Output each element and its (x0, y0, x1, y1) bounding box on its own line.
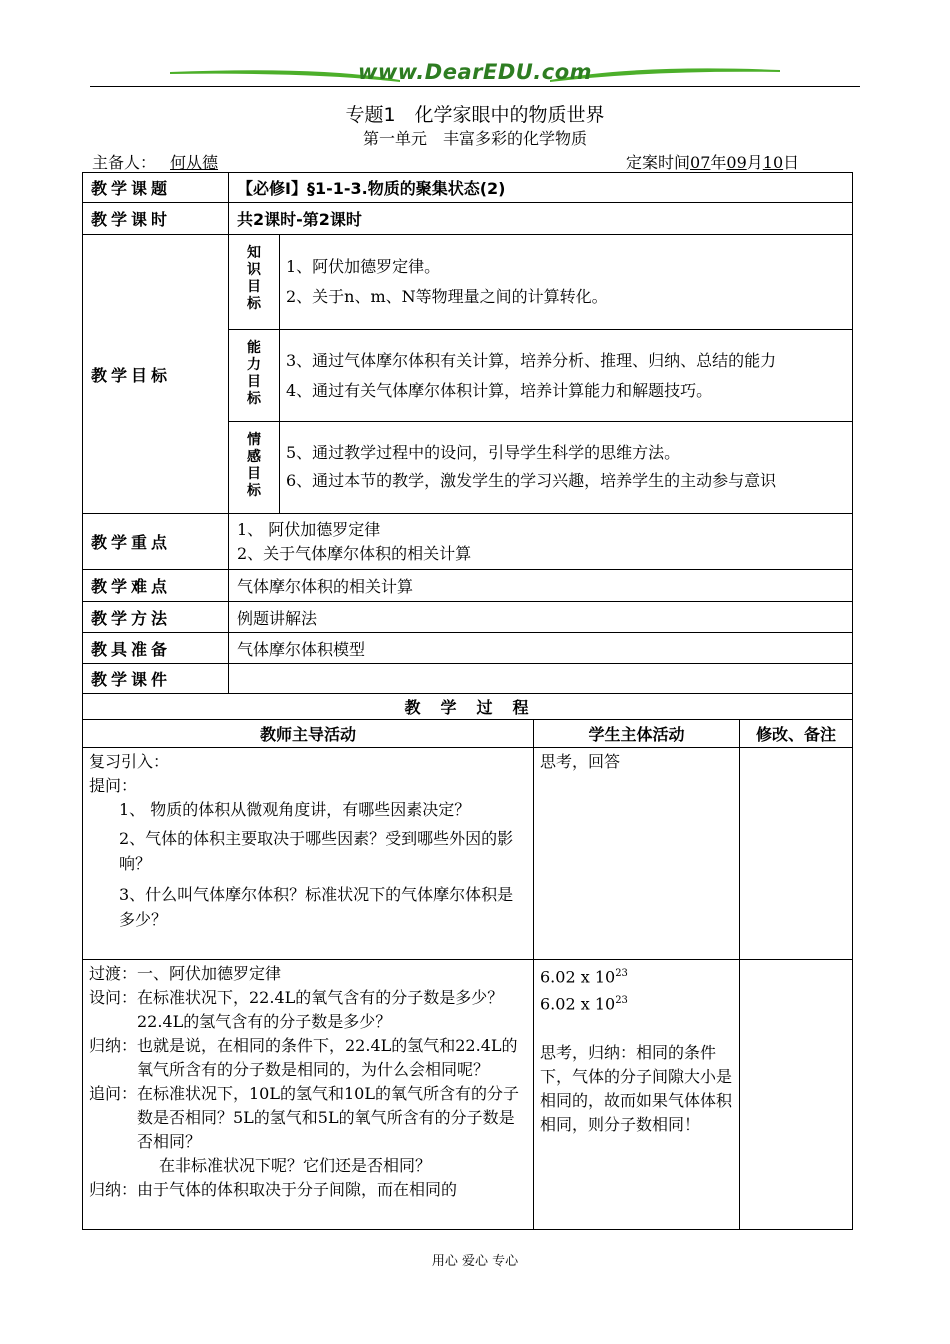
b2-line-5: 在非标准状况下呢？它们还是否相同？ (159, 1156, 432, 1175)
tools-value: 气体摩尔体积模型 (229, 633, 853, 664)
knowledge-label (229, 235, 280, 330)
b2-line-4: 追问：在标准状况下，10L的氢气和10L的氧气所含有的分子数是否相同？5L的氢气和5L的氧气所含有的分子数是否相同？ (89, 1084, 519, 1151)
b2-line-3: 归纳：也就是说，在相同的条件下，22.4L的氢气和22.4L的氧气所含有的分子数是相同的，为什么会相同呢？ (89, 1036, 518, 1079)
date-info (626, 150, 799, 173)
goals-label: 教学目标 (83, 235, 229, 514)
emotion-2: 6、通过本节的教学，激发学生的学习兴趣，培养学生的主动参与意识 (286, 470, 777, 490)
ability-1: 3、通过气体摩尔体积有关计算，培养分析、推理、归纳、总结的能力 (286, 350, 777, 370)
emotion-goals (280, 422, 853, 514)
block1-notes (740, 748, 853, 960)
date-year: 07 (690, 153, 711, 172)
b1-line-4: 2、气体的体积主要取决于哪些因素？受到哪些外因的影响？ (119, 829, 514, 873)
header-rule (90, 86, 860, 87)
preparer (92, 150, 236, 173)
knowledge-goals (280, 235, 853, 330)
block2-teacher (83, 960, 534, 1230)
block2-notes (740, 960, 853, 1230)
courseware-value (229, 664, 853, 694)
ability-label (229, 330, 280, 422)
topic-label: 教学课题 (83, 173, 229, 203)
method-label: 教学方法 (83, 602, 229, 633)
ability-goals (280, 330, 853, 422)
year-char: 年 (710, 153, 727, 172)
avogadro-1-exp: 23 (615, 968, 628, 979)
b1-line-5: 3、什么叫气体摩尔体积？标准状况下的气体摩尔体积是多少？ (119, 885, 514, 929)
block1-student: 思考，回答 (534, 748, 740, 960)
emotion-label (229, 422, 280, 514)
method-value: 例题讲解法 (229, 602, 853, 633)
lesson-plan-table (82, 172, 853, 1230)
knowledge-2: 2、关于n、m、N等物理量之间的计算转化。 (286, 287, 608, 306)
avogadro-1 (540, 962, 733, 989)
b1-line-3: 1、 物质的体积从微观角度讲，有哪些因素决定？ (119, 800, 471, 819)
key-2: 2、关于气体摩尔体积的相关计算 (237, 543, 472, 563)
student-summary: 思考，归纳：相同的条件下，气体的分子间隙大小是相同的，故而如果气体体积相同，则分子数相同！ (540, 1042, 733, 1134)
b1-line-2: 提问： (89, 776, 138, 795)
difficult-label: 教学难点 (83, 570, 229, 602)
emotion-1: 5、通过教学过程中的设问，引导学生科学的思维方法。 (286, 442, 681, 462)
col-teacher: 教师主导活动 (83, 720, 534, 748)
knowledge-label-text: 知识目标 (247, 245, 261, 312)
ability-label-text: 能力目标 (247, 340, 261, 407)
knowledge-1: 1、阿伏加德罗定律。 (286, 257, 441, 276)
date-day: 10 (762, 153, 784, 172)
b1-line-1: 复习引入： (89, 752, 170, 771)
page-subtitle: 第一单元 丰富多彩的化学物质 (362, 129, 587, 148)
block1-teacher (83, 748, 534, 960)
key-1: 1、 阿伏加德罗定律 (237, 519, 381, 539)
hours-label: 教学课时 (83, 203, 229, 235)
hours-value: 共2课时-第2课时 (229, 203, 853, 235)
col-student: 学生主体活动 (534, 720, 740, 748)
preparer-label: 主备人： (92, 153, 157, 172)
col-notes: 修改、备注 (740, 720, 853, 748)
avogadro-2-base: 6.02 x 10 (540, 994, 616, 1014)
b2-line-6: 归纳：由于气体的体积取决于分子间隙，而在相同的 (89, 1180, 458, 1199)
key-label: 教学重点 (83, 514, 229, 570)
process-title: 教 学 过 程 (83, 694, 853, 720)
date-month: 09 (726, 153, 747, 172)
ability-2: 4、通过有关气体摩尔体积计算，培养计算能力和解题技巧。 (286, 380, 713, 400)
day-char: 日 (783, 153, 800, 172)
topic-value: 【必修Ⅰ】§1-1-3.物质的聚集状态(2) (229, 173, 853, 203)
emotion-label-text: 情感目标 (247, 432, 261, 499)
courseware-label: 教学课件 (83, 664, 229, 694)
logo-text: www.DearEDU.com (357, 60, 593, 84)
tools-label: 教具准备 (83, 633, 229, 664)
date-label: 定案时间 (626, 153, 691, 172)
preparer-name: 何从德 (170, 153, 219, 172)
avogadro-2-exp: 23 (615, 995, 628, 1007)
page-title: 专题1 化学家眼中的物质世界 (345, 104, 605, 126)
b2-line-2: 设问：在标准状况下，22.4L的氧气含有的分子数是多少？22.4L的氢气含有的分子数是多少？ (89, 988, 504, 1031)
block2-student (534, 960, 740, 1230)
key-points (229, 514, 853, 570)
month-char: 月 (746, 153, 763, 172)
footer: 用心 爱心 专心 (431, 1254, 519, 1269)
b2-line-1: 过渡：一、阿伏加德罗定律 (89, 964, 282, 983)
avogadro-2 (540, 989, 733, 1016)
difficult-value: 气体摩尔体积的相关计算 (229, 570, 853, 602)
avogadro-1-base: 6.02 x 10 (540, 967, 616, 987)
